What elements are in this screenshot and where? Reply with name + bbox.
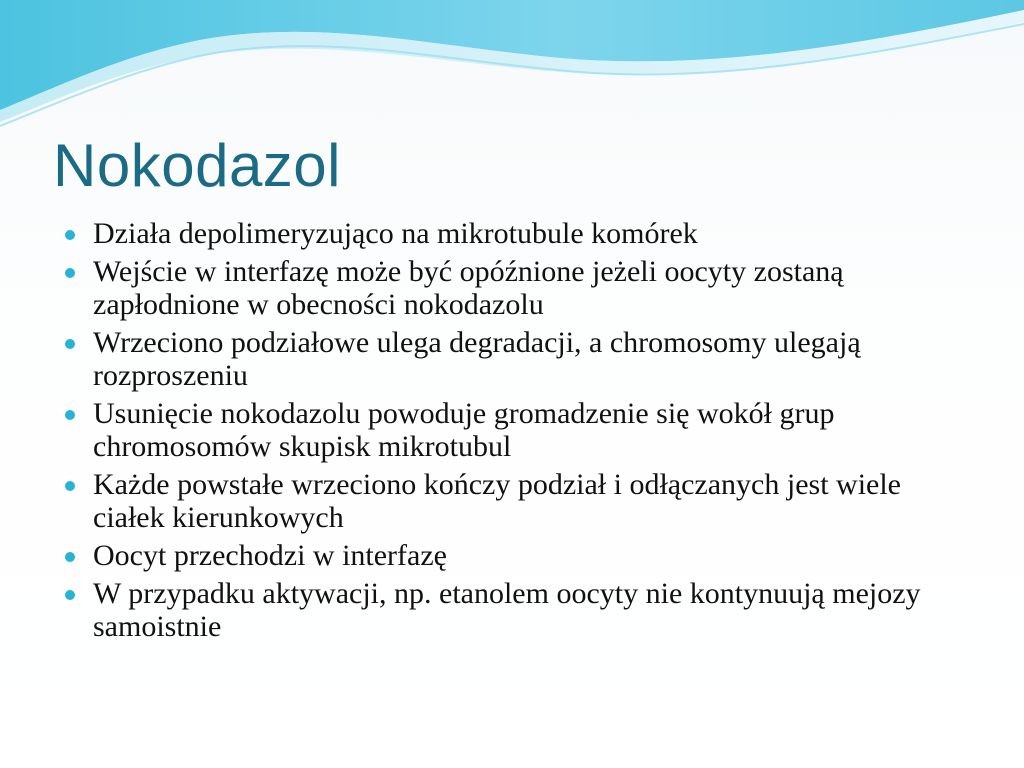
bullet-text: Wrzeciono podziałowe ulega degradacji, a chromosomy ulegają rozproszeniu	[93, 326, 861, 392]
bullet-text: W przypadku aktywacji, np. etanolem oocyty nie kontynuują mejozy samoistnie	[93, 577, 921, 643]
filled-circle-bullet-icon	[65, 339, 75, 349]
filled-circle-bullet-icon	[65, 590, 75, 600]
bullet-item	[62, 217, 962, 250]
filled-circle-bullet-icon	[65, 268, 75, 278]
bullet-text: Oocyt przechodzi w interfazę	[93, 539, 447, 572]
bullet-item	[62, 577, 962, 643]
filled-circle-bullet-icon	[65, 410, 75, 420]
filled-circle-bullet-icon	[65, 230, 75, 240]
bullet-item	[62, 255, 962, 321]
bullet-item	[62, 539, 962, 572]
decorative-wave-header	[0, 0, 1024, 130]
slide-title: Nokodazol	[53, 132, 342, 199]
bullet-item	[62, 397, 962, 463]
bullet-text: Każde powstałe wrzeciono kończy podział i odłączanych jest wiele ciałek kierunkowych	[93, 468, 901, 534]
filled-circle-bullet-icon	[65, 481, 75, 491]
bullet-item	[62, 326, 962, 392]
bullet-text: Działa depolimeryzująco na mikrotubule komórek	[93, 217, 698, 250]
bullet-list	[62, 217, 962, 648]
bullet-text: Usunięcie nokodazolu powoduje gromadzenie się wokół grup chromosomów skupisk mikrotubul	[93, 397, 835, 463]
bullet-text: Wejście w interfazę może być opóźnione jeżeli oocyty zostaną zapłodnione w obecności nokodazolu	[93, 255, 844, 321]
filled-circle-bullet-icon	[65, 552, 75, 562]
bullet-item	[62, 468, 962, 534]
